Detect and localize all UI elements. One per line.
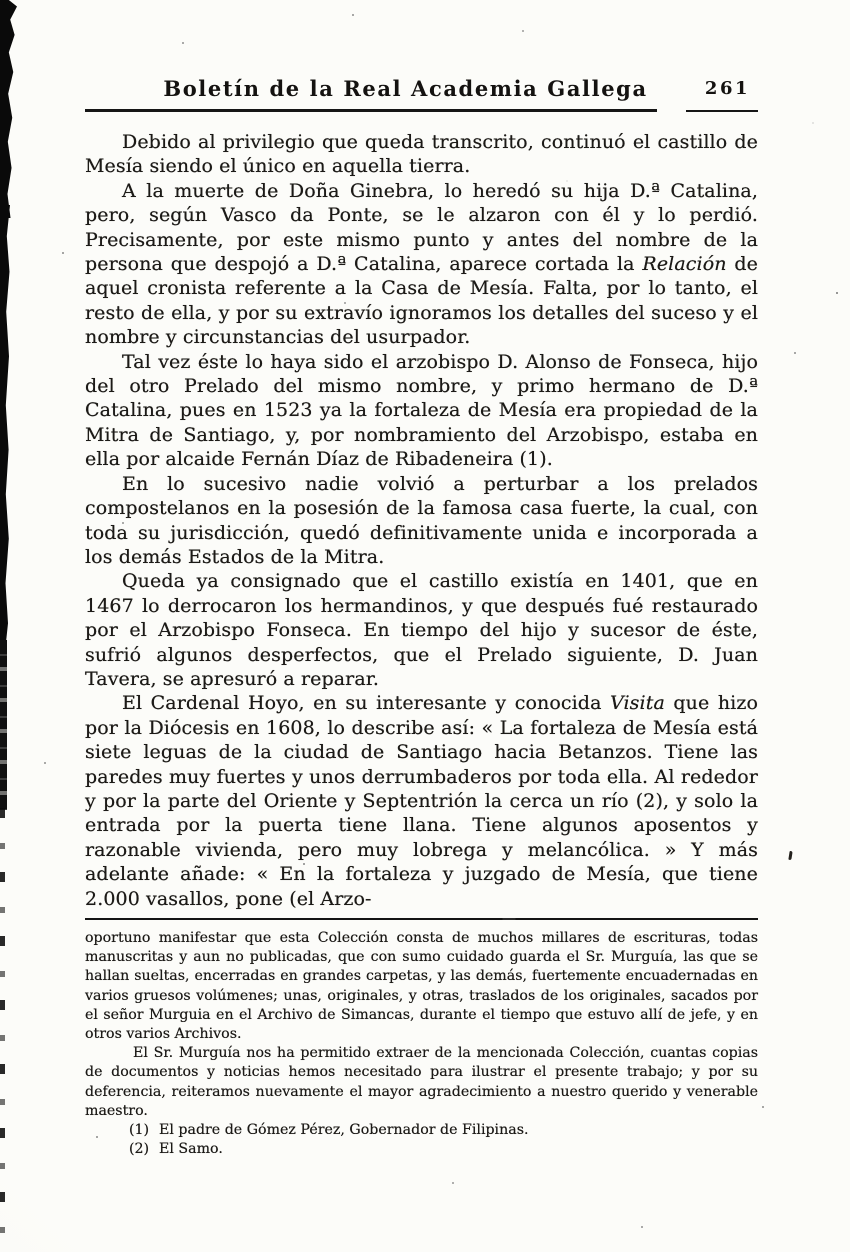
italic-text: Visita: [610, 692, 665, 715]
page-number: 261: [704, 78, 750, 99]
text-segment: Debido al privilegio que queda transcrito, continuó el castillo de Mesía siendo el único en aquella tierra.: [85, 131, 758, 178]
scan-artifact-left-edge-lower: [0, 640, 7, 810]
paragraph: [85, 472, 758, 570]
footnote-separator: [85, 918, 758, 920]
footnote-marker: (2): [129, 1141, 150, 1158]
paragraph: [85, 691, 758, 911]
scan-artifact-left-edge-bottom: [0, 808, 5, 1252]
paragraph: [85, 350, 758, 472]
footnote-text: El Samo.: [159, 1141, 223, 1158]
text-segment: que hizo por la Diócesis en 1608, lo describe así: « La fortaleza de Mesía está siete leguas de la ciudad de Santiago hacia Betanzos. Tiene las paredes muy fuertes y unos derrumbaderos por toda ella. Al rededor y por la parte del Oriente y Septentrión la cerca un río (2), y solo la entrada por la puerta tiene llana. Tiene algunos aposentos y razonable vivienda, pero muy lobrega y melancólica. » Y más adelante añade: « En la fortaleza y juzgado de Mesía, que tiene 2.000 vasallos, pone (el Arzo-: [85, 692, 758, 910]
footnote-text: El padre de Gómez Pérez, Gobernador de Filipinas.: [159, 1122, 529, 1139]
page-header: [85, 76, 758, 113]
text-block: [85, 76, 758, 1159]
header-rule: [85, 109, 657, 112]
paragraph: [85, 130, 758, 179]
footnote-paragraph: oportuno manifestar que esta Colección consta de muchos millares de escrituras, todas manuscritas y aun no publicadas, que con sumo cuidado guarda el Sr. Murguía, las que se hallan sueltas, encerradas en grandes carpetas, y las demás, fuertemente encuadernadas en varios gruesos volúmenes; unas, originales, y otras, traslados de los originales, sacados por el señor Murguia en el Archivo de Simancas, durante el tiempo que estuvo allí de jefe, y en otros varios Archivos.: [85, 930, 758, 1043]
footnote-item: [85, 1121, 758, 1140]
italic-text: Relación: [642, 253, 727, 276]
header-rule-page-number: [686, 110, 758, 112]
footnote-block: [85, 929, 758, 1159]
text-segment: En lo sucesivo nadie volvió a perturbar a los prelados compostelanos en la posesión de la famosa casa fuerte, la cual, con toda su jurisdicción, quedó definitivamente unida e incorporada a los demás Estados de la Mitra.: [85, 472, 758, 568]
text-segment: de aquel cronista referente a la Casa de Mesía. Falta, por lo tanto, el resto de ella, y por su extravío ignoramos los detalles del suceso y el nombre y circunstancias del usurpador.: [85, 253, 758, 349]
scan-artifact-left-edge-top: [0, 0, 17, 218]
footnote-item: [85, 1140, 758, 1159]
text-segment: Tal vez éste lo haya sido el arzobispo D. Alonso de Fonseca, hijo del otro Prelado del mismo nombre, y primo hermano de D.ª Catalina, pues en 1523 ya la fortaleza de Mesía era propiedad de la Mitra de Santiago, y, por nombramiento del Arzobispo, estaba en ella por alcaide Fernán Díaz de Ribadeneira (1).: [85, 350, 758, 471]
footnote-paragraph: El Sr. Murguía nos ha permitido extraer de la mencionada Colección, cuantas copias de documentos y noticias hemos necesitado para ilustrar el presente trabajo; y por su deferencia, reiteramos nuevamente el mayor agradecimiento a nuestro querido y venerable maestro.: [85, 1045, 758, 1119]
text-segment: A la muerte de Doña Ginebra, lo heredó su hija D.ª Catalina, pero, según Vasco da Ponte, se le alzaron con él y lo perdió. Precisamente, por este mismo punto y antes del nombre de la persona que despojó a D.ª Catalina, aparece cortada la: [85, 179, 758, 276]
text-segment: Queda ya consignado que el castillo existía en 1401, que en 1467 lo derrocaron los hermandinos, y que después fué restaurado por el Arzobispo Fonseca. En tiempo del hijo y sucesor de éste, sufrió algunos desperfectos, que el Prelado siguiente, D. Juan Tavera, se apresuró a reparar.: [85, 570, 758, 690]
text-segment: El Cardenal Hoyo, en su interesante y conocida: [122, 692, 611, 715]
paragraph: [85, 179, 758, 350]
main-text: [85, 130, 758, 911]
scan-noise-specks: [0, 0, 2, 2]
journal-title: Boletín de la Real Academia Gallega: [163, 76, 648, 101]
footnote-marker: (1): [129, 1122, 150, 1139]
scan-noise-mark: [788, 851, 792, 860]
paragraph: [85, 569, 758, 691]
scan-artifact-left-edge-middle: [0, 205, 10, 650]
